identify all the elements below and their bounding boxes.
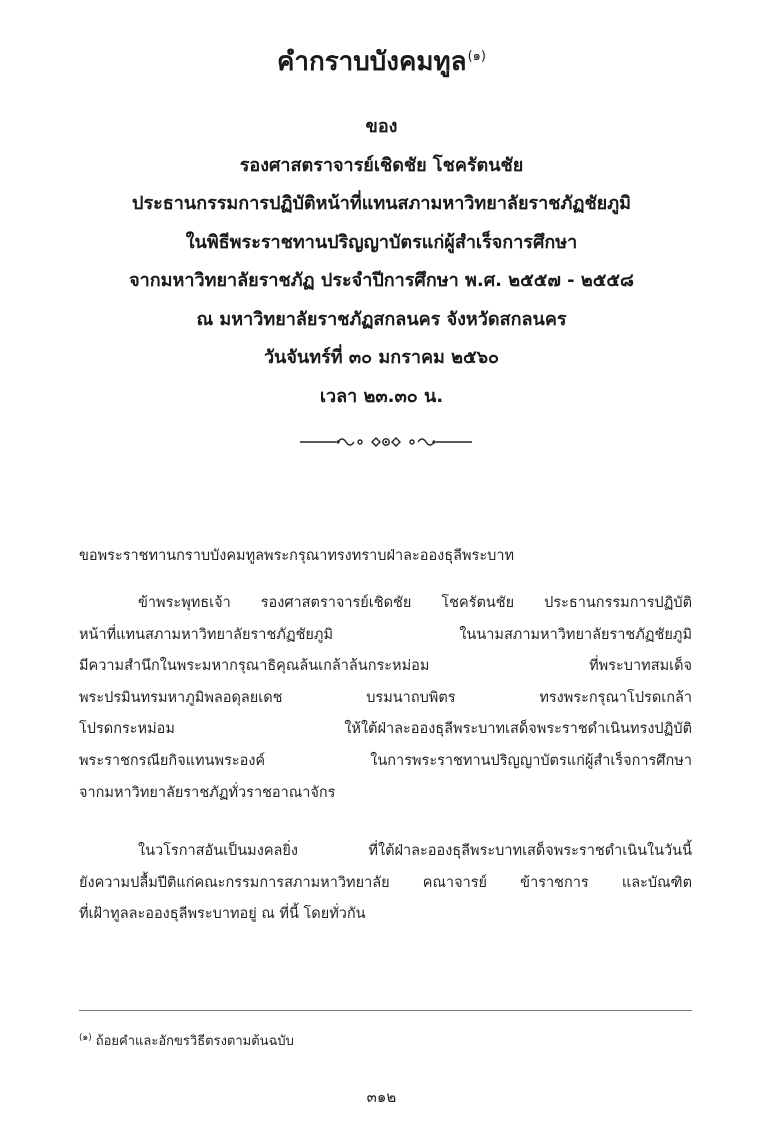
footnote-mark: (๑)	[79, 1032, 92, 1043]
paragraph-line: ที่เฝ้าทูลละอองธุลีพระบาทอยู่ ณ ที่นี้ โดยทั่วกัน	[79, 906, 366, 923]
paragraph-line: พระปรมินทรมหาภูมิพลอดุลยเดช บรมนาถบพิตร ทรงพระกรุณาโปรดเกล้า	[79, 689, 692, 706]
paragraph-line: จากมหาวิทยาลัยราชภัฏทั่วราชอาณาจักร	[79, 784, 336, 801]
divider-ornament-icon	[298, 432, 474, 452]
footnote-divider	[79, 1010, 692, 1011]
title-footnote-mark: (๑)	[467, 49, 486, 65]
heading-line: จากมหาวิทยาลัยราชภัฏ ประจำปีการศึกษา พ.ศ. ๒๕๕๗ - ๒๕๕๘	[129, 270, 634, 291]
salutation-text: ขอพระราชทานกราบบังคมทูลพระกรุณาทรงทราบฝ่าละอองธุลีพระบาท	[79, 548, 515, 564]
paragraph-2	[79, 836, 692, 931]
footnote-text: ถ้อยคำและอักขรวิธีตรงตามต้นฉบับ	[95, 1034, 294, 1049]
heading-line: รองศาสตราจารย์เชิดชัย โชครัตนชัย	[239, 154, 524, 176]
paragraph-line: หน้าที่แทนสภามหาวิทยาลัยราชภัฏชัยภูมิ ในนามสภามหาวิทยาลัยราชภัฏชัยภูมิ	[79, 626, 692, 643]
salutation-block	[79, 541, 692, 573]
paragraph-line: โปรดกระหม่อม ให้ใต้ฝ่าละอองธุลีพระบาทเสด็จพระราชดำเนินทรงปฏิบัติ	[79, 721, 692, 738]
page-title	[0, 42, 763, 82]
page-number: ๓๑๒	[366, 1088, 397, 1106]
paragraph-line: ในวโรกาสอันเป็นมงคลยิ่ง ที่ใต้ฝ่าละอองธุลีพระบาทเสด็จพระราชดำเนินในวันนี้	[138, 843, 692, 859]
paragraph-1	[79, 588, 692, 809]
heading-line: ของ	[365, 116, 398, 137]
paragraph-line: มีความสำนึกในพระมหากรุณาธิคุณล้นเกล้าล้นกระหม่อม ที่พระบาทสมเด็จ	[79, 658, 692, 675]
paragraph-line: ยังความปลื้มปีติแก่คณะกรรมการสภามหาวิทยาลัย คณาจารย์ ข้าราชการ และบัณฑิต	[79, 874, 692, 891]
heading-line: เวลา ๒๓.๓๐ น.	[319, 385, 444, 407]
paragraph-line: พระราชกรณียกิจแทนพระองค์ ในการพระราชทานปริญญาบัตรแก่ผู้สำเร็จการศึกษา	[79, 752, 692, 769]
heading-line: ในพิธีพระราชทานปริญญาบัตรแก่ผู้สำเร็จการศึกษา	[185, 231, 578, 253]
heading-line: วันจันทร์ที่ ๓๐ มกราคม ๒๕๖๐	[263, 347, 500, 368]
heading-line: ประธานกรรมการปฏิบัติหน้าที่แทนสภามหาวิทยาลัยราชภัฏชัยภูมิ	[132, 193, 631, 214]
title-text: คำกราบบังคมทูล	[276, 47, 467, 77]
paragraph-line: ข้าพระพุทธเจ้า รองศาสตราจารย์เชิดชัย โชครัตนชัย ประธานกรรมการปฏิบัติ	[138, 595, 692, 611]
heading-line: ณ มหาวิทยาลัยราชภัฏสกลนคร จังหวัดสกลนคร	[196, 308, 567, 330]
footnote	[79, 1032, 294, 1052]
heading-block	[0, 108, 763, 416]
